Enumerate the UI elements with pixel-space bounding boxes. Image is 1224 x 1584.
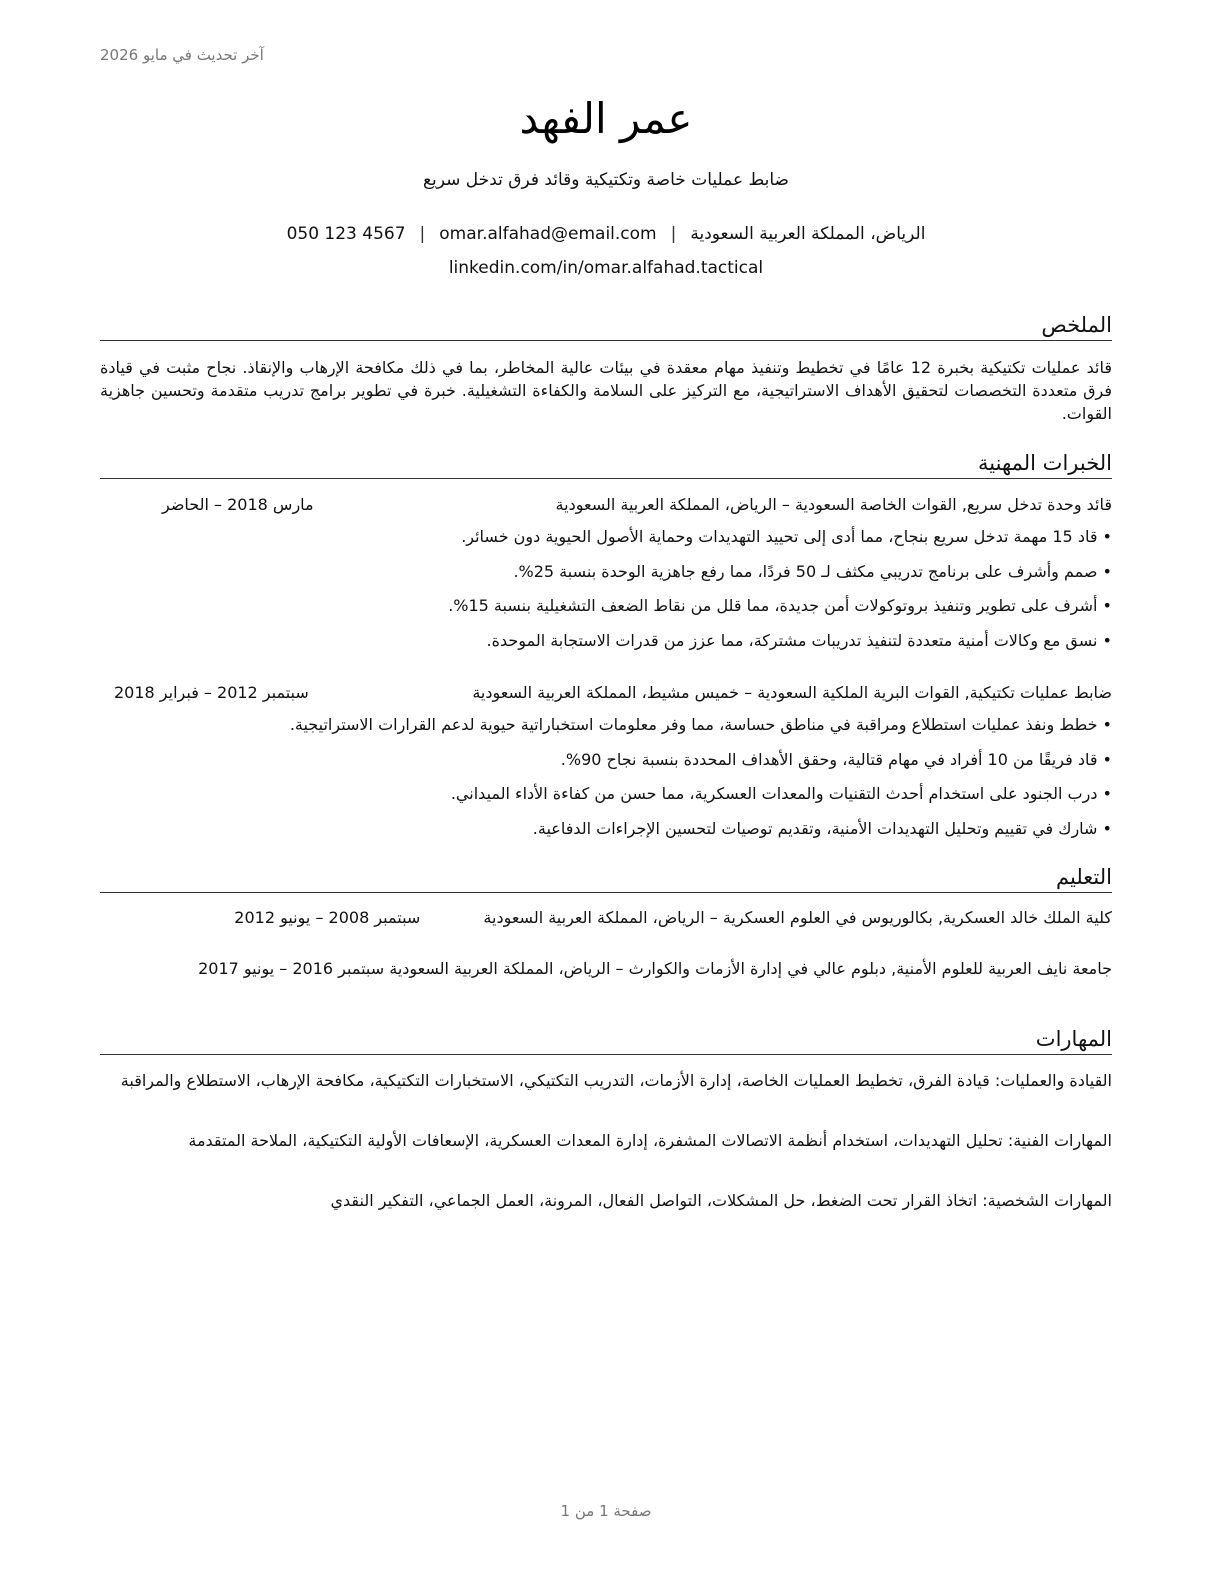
page-number: صفحة 1 من 1 — [560, 1502, 652, 1520]
list-item: • قاد فريقًا من 10 أفراد في مهام قتالية، وحقق الأهداف المحددة بنسبة نجاح 90%. — [100, 749, 1112, 784]
list-item: • خطط ونفذ عمليات استطلاع ومراقبة في مناطق حساسة، مما وفر معلومات استخباراتية حيوية لدعم القرارات الاستراتيجية. — [100, 714, 1112, 749]
section-title-summary: الملخص — [100, 312, 1112, 341]
job-title: قائد وحدة تدخل سريع, القوات الخاصة السعودية – الرياض، المملكة العربية السعودية — [555, 495, 1112, 514]
education-entry — [100, 957, 1112, 981]
job-dates: مارس 2018 – الحاضر — [162, 495, 314, 514]
job-header — [100, 682, 1112, 704]
skills-line: المهارات الشخصية: اتخاذ القرار تحت الضغط، حل المشكلات، التواصل الفعال، المرونة، العمل الجماعي، التفكير النقدي — [330, 1191, 1112, 1210]
list-item: • صمم وأشرف على برنامج تدريبي مكثف لـ 50 فردًا، مما رفع جاهزية الوحدة بنسبة 25%. — [100, 561, 1112, 596]
last-updated: آخر تحديث في مايو 2026 — [100, 46, 264, 64]
skills-line: المهارات الفنية: تحليل التهديدات، استخدام أنظمة الاتصالات المشفرة، إدارة المعدات العسكرية، الإسعافات الأولية التكتيكية، الملاحة المتقدمة — [188, 1131, 1112, 1150]
linkedin-link[interactable]: linkedin.com/in/omar.alfahad.tactical — [448, 258, 764, 278]
list-item: • أشرف على تطوير وتنفيذ بروتوكولات أمن جديدة، مما قلل من نقاط الضعف التشغيلية بنسبة 15%. — [100, 595, 1112, 630]
separator: | — [670, 224, 677, 244]
headline: ضابط عمليات خاصة وتكتيكية وقائد فرق تدخل سريع — [423, 170, 789, 190]
job-bullets — [100, 526, 1112, 664]
job-bullets — [100, 714, 1112, 852]
education-entry — [100, 906, 1112, 930]
education-dates: سبتمبر 2016 – يونيو 2017 — [198, 959, 385, 978]
list-item: • قاد 15 مهمة تدخل سريع بنجاح، مما أدى إلى تحييد التهديدات وحماية الأصول الحيوية دون خسائر. — [100, 526, 1112, 561]
section-title-experience: الخبرات المهنية — [100, 450, 1112, 479]
separator: | — [419, 224, 426, 244]
education-text: جامعة نايف العربية للعلوم الأمنية, دبلوم عالي في إدارة الأزمات والكوارث – الرياض، المملكة العربية السعودية — [389, 959, 1112, 978]
phone-number: 050 123 4567 — [286, 224, 406, 244]
location: الرياض، المملكة العربية السعودية — [690, 224, 926, 244]
list-item: • شارك في تقييم وتحليل التهديدات الأمنية، وتقديم توصيات لتحسين الإجراءات الدفاعية. — [100, 818, 1112, 853]
education-dates: سبتمبر 2008 – يونيو 2012 — [234, 908, 421, 927]
contact-line — [100, 224, 1112, 244]
job-title: ضابط عمليات تكتيكية, القوات البرية الملكية السعودية – خميس مشيط، المملكة العربية السعودية — [472, 683, 1112, 702]
list-item: • درب الجنود على استخدام أحدث التقنيات والمعدات العسكرية، مما حسن من كفاءة الأداء الميداني. — [100, 783, 1112, 818]
job-dates: سبتمبر 2012 – فبراير 2018 — [114, 683, 309, 702]
skills-line: القيادة والعمليات: قيادة الفرق، تخطيط العمليات الخاصة، إدارة الأزمات، التدريب التكتيكي، الاستخبارات التكتيكية، مكافحة الإرهاب، الاستطلاع والمراقبة — [120, 1071, 1112, 1090]
section-title-skills: المهارات — [100, 1026, 1112, 1055]
section-title-education: التعليم — [100, 864, 1112, 893]
summary-text: قائد عمليات تكتيكية بخبرة 12 عامًا في تخطيط وتنفيذ مهام معقدة في بيئات عالية المخاطر، بما في ذلك مكافحة الإرهاب والإنقاذ. نجاح مثبت في قيادة فرق متعددة التخصصات لتحقيق الأهداف الاستراتيجية، مع التركيز على السلامة والكفاءة التشغيلية. خبرة في تطوير برامج تدريب متقدمة وتحسين جاهزية القوات. — [100, 358, 1112, 423]
education-text: كلية الملك خالد العسكرية, بكالوريوس في العلوم العسكرية – الرياض، المملكة العربية السعودية — [483, 908, 1112, 927]
resume-page — [100, 0, 1112, 1584]
candidate-name: عمر الفهد — [519, 94, 693, 143]
job-header — [100, 494, 1112, 516]
list-item: • نسق مع وكالات أمنية متعددة لتنفيذ تدريبات مشتركة، مما عزز من قدرات الاستجابة الموحدة. — [100, 630, 1112, 665]
email-link[interactable]: omar.alfahad@email.com — [439, 224, 657, 244]
